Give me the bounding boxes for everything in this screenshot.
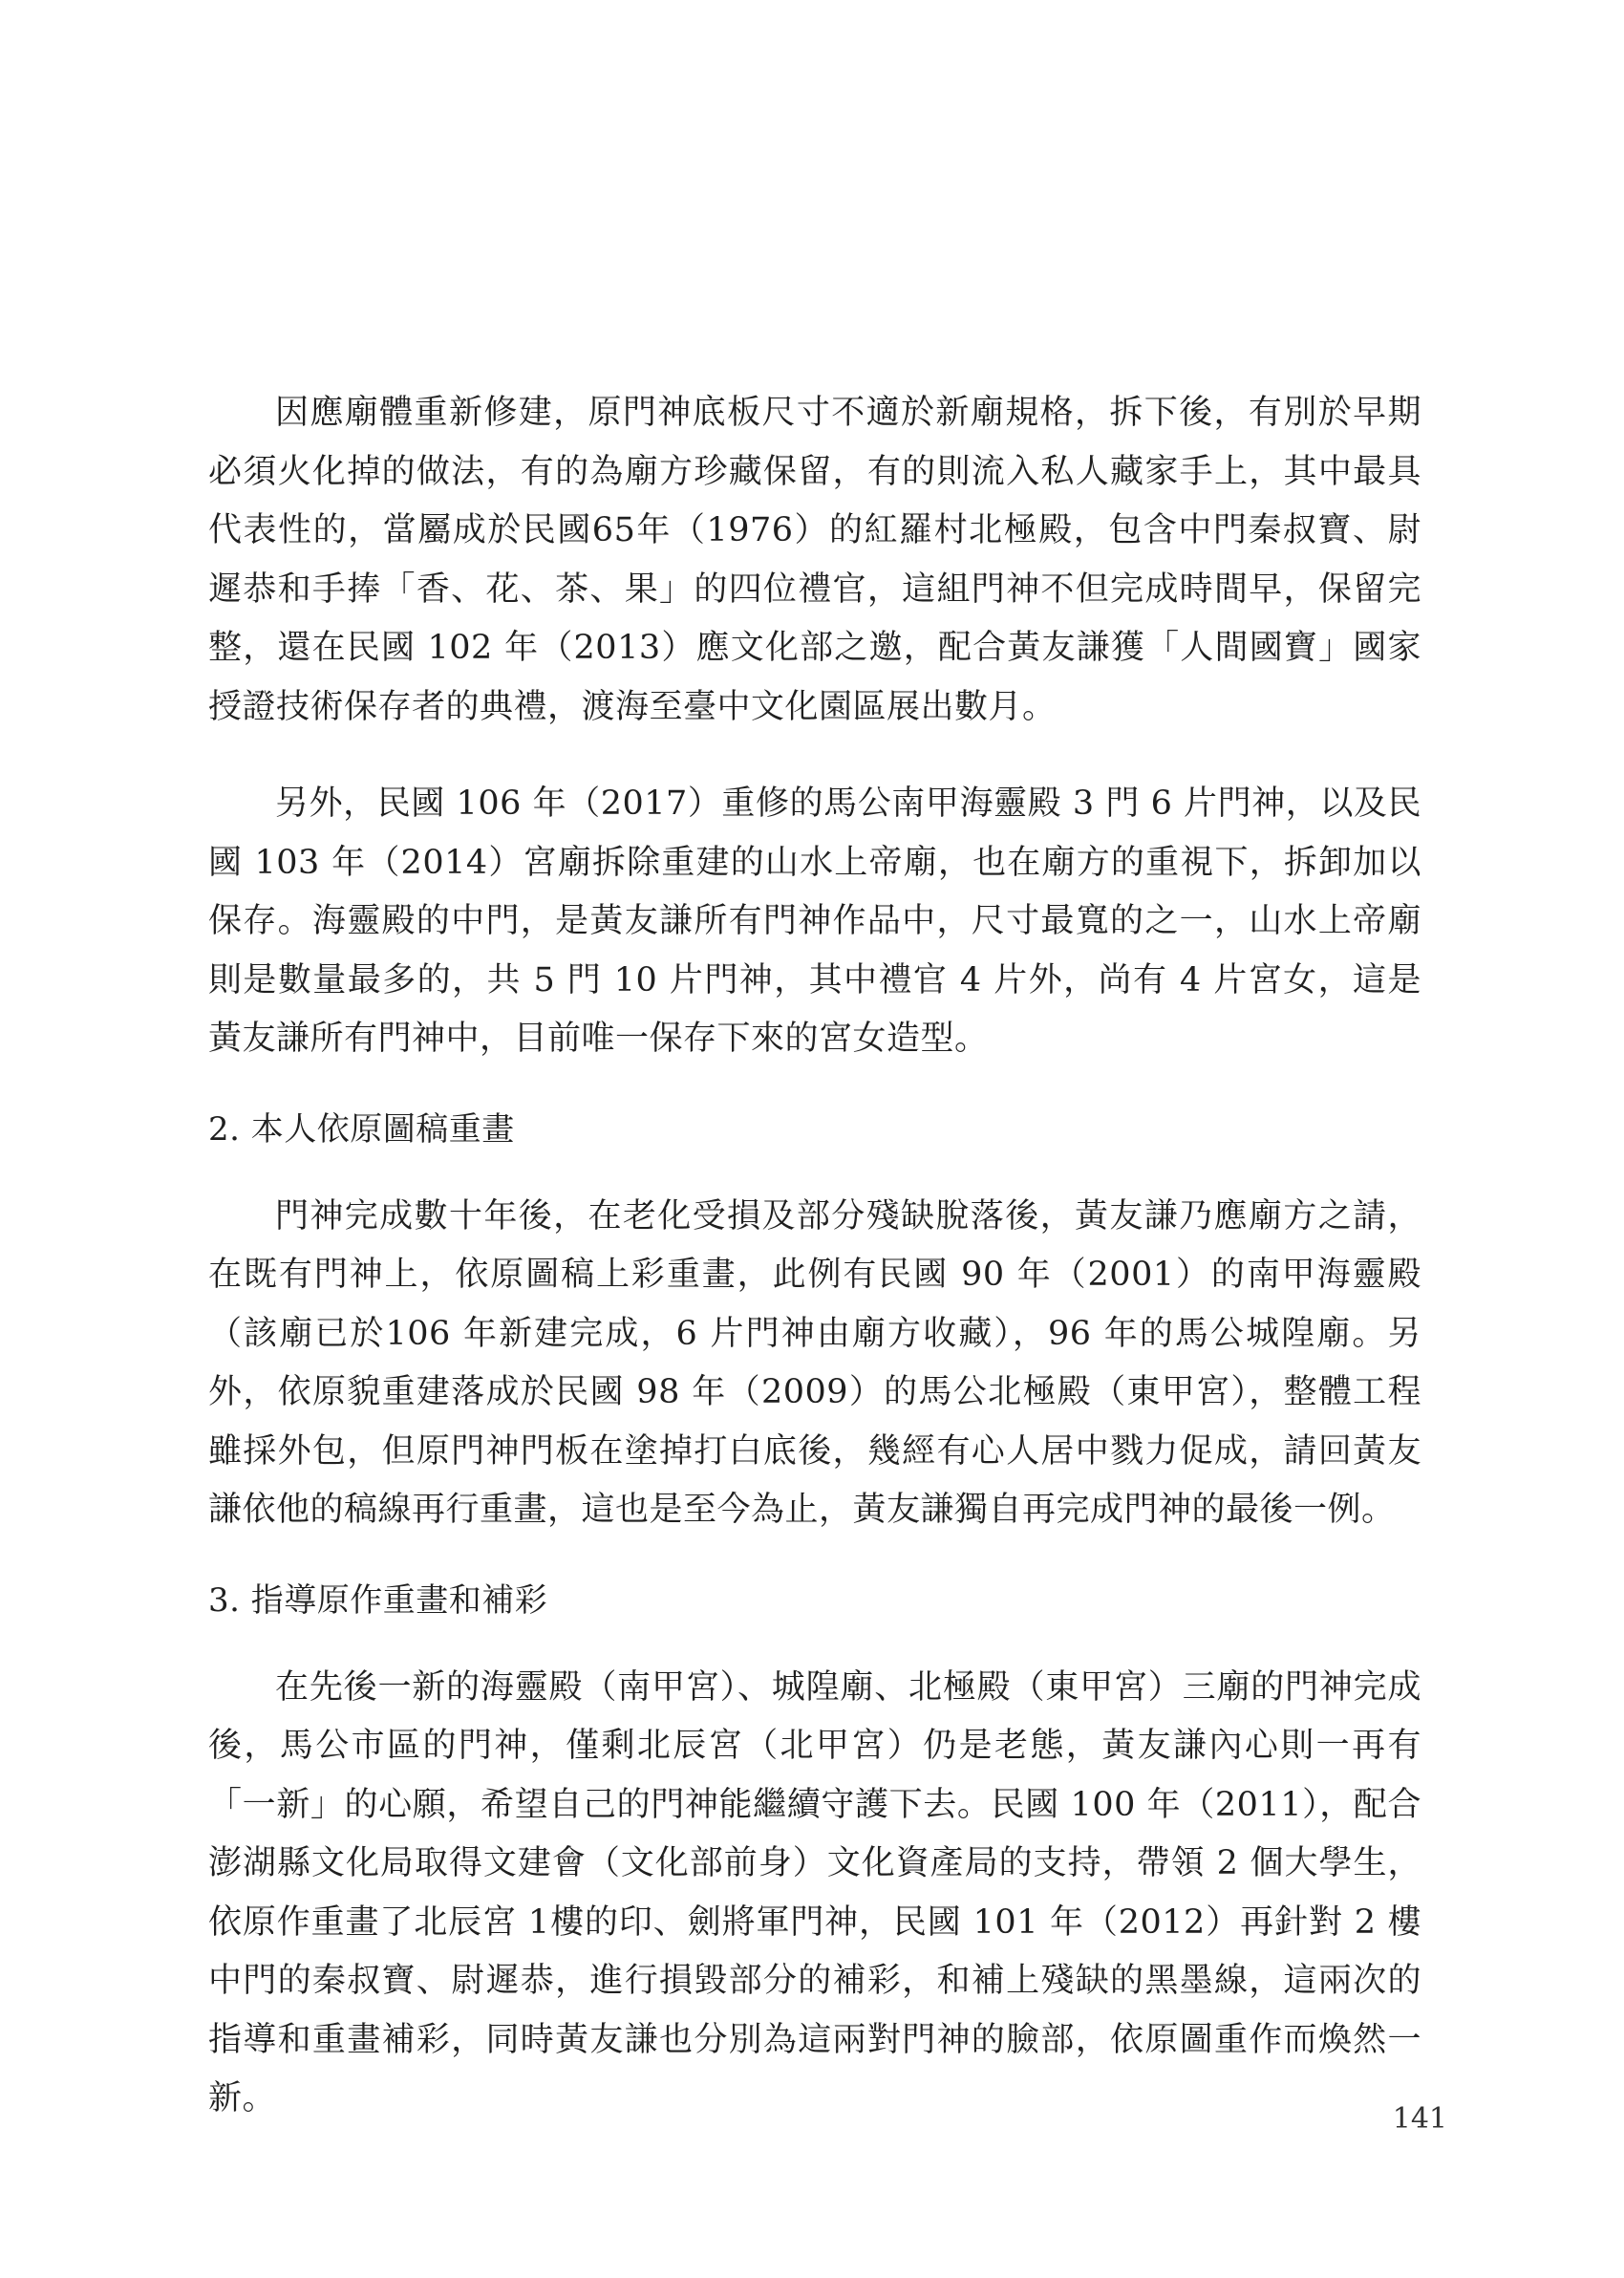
paragraph-hailing-temple: 另外，民國 106 年（2017）重修的馬公南甲海靈殿 3 門 6 片門神，以及民國 103 年（2014）宮廟拆除重建的山水上帝廟，也在廟方的重視下，拆卸加以保存。海靈殿的中門，是黃友謙所有門神作品中，尺寸最寬的之一，山水上帝廟則是數量最多的，共 5 門 10 片門神，其中禮官 4 片外，尚有 4 片宮女，這是黃友謙所有門神中，目前唯一保存下來的宮女造型。 — [208, 784, 1421, 1058]
paragraph-north-pole-temple: 因應廟體重新修建，原門神底板尺寸不適於新廟規格，拆下後，有別於早期必須火化掉的做法，有的為廟方珍藏保留，有的則流入私人藏家手上，其中最具代表性的，當屬成於民國65年（1976）的紅羅村北極殿，包含中門秦叔寶、尉遲恭和手捧「香、花、茶、果」的四位禮官，這組門神不但完成時間早，保留完整，還在民國 102 年（2013）應文化部之邀，配合黃友謙獲「人間國寶」國家授證技術保存者的典禮，渡海至臺中文化園區展出數月。 — [208, 394, 1421, 726]
paragraph-redraw: 門神完成數十年後，在老化受損及部分殘缺脫落後，黃友謙乃應廟方之請，在既有門神上，依原圖稿上彩重畫，此例有民國 90 年（2001）的南甲海靈殿（該廟已於106 年新建完成，6 片門神由廟方收藏），96 年的馬公城隍廟。另外，依原貌重建落成於民國 98 年（2009）的馬公北極殿（東甲宮），整體工程雖採外包，但原門神門板在塗掉打白底後，幾經有心人居中戮力促成，請回黃友謙依他的稿線再行重畫，這也是至今為止，黃友謙獨自再完成門神的最後一例。 — [208, 1196, 1421, 1529]
page-number: 141 — [1392, 2102, 1447, 2136]
paragraph-guidance: 在先後一新的海靈殿（南甲宮）、城隍廟、北極殿（東甲宮）三廟的門神完成後，馬公市區的門神，僅剩北辰宮（北甲宮）仍是老態，黃友謙內心則一再有「一新」的心願，希望自己的門神能繼續守護下去。民國 100 年（2011），配合澎湖縣文化局取得文建會（文化部前身）文化資產局的支持，帶領 2 個大學生，依原作重畫了北辰宮 1樓的印、劍將軍門神，民國 101 年（2012）再針對 2 樓中門的秦叔寶、尉遲恭，進行損毀部分的補彩，和補上殘缺的黑墨線，這兩次的指導和重畫補彩，同時黃友謙也分別為這兩對門神的臉部，依原圖重作而煥然一新。 — [208, 1667, 1421, 2117]
section-heading-redraw: 2. 本人依原圖稿重畫 — [208, 1109, 515, 1149]
section-heading-guidance: 3. 指導原作重畫和補彩 — [208, 1580, 548, 1620]
body-text — [208, 384, 1421, 2129]
